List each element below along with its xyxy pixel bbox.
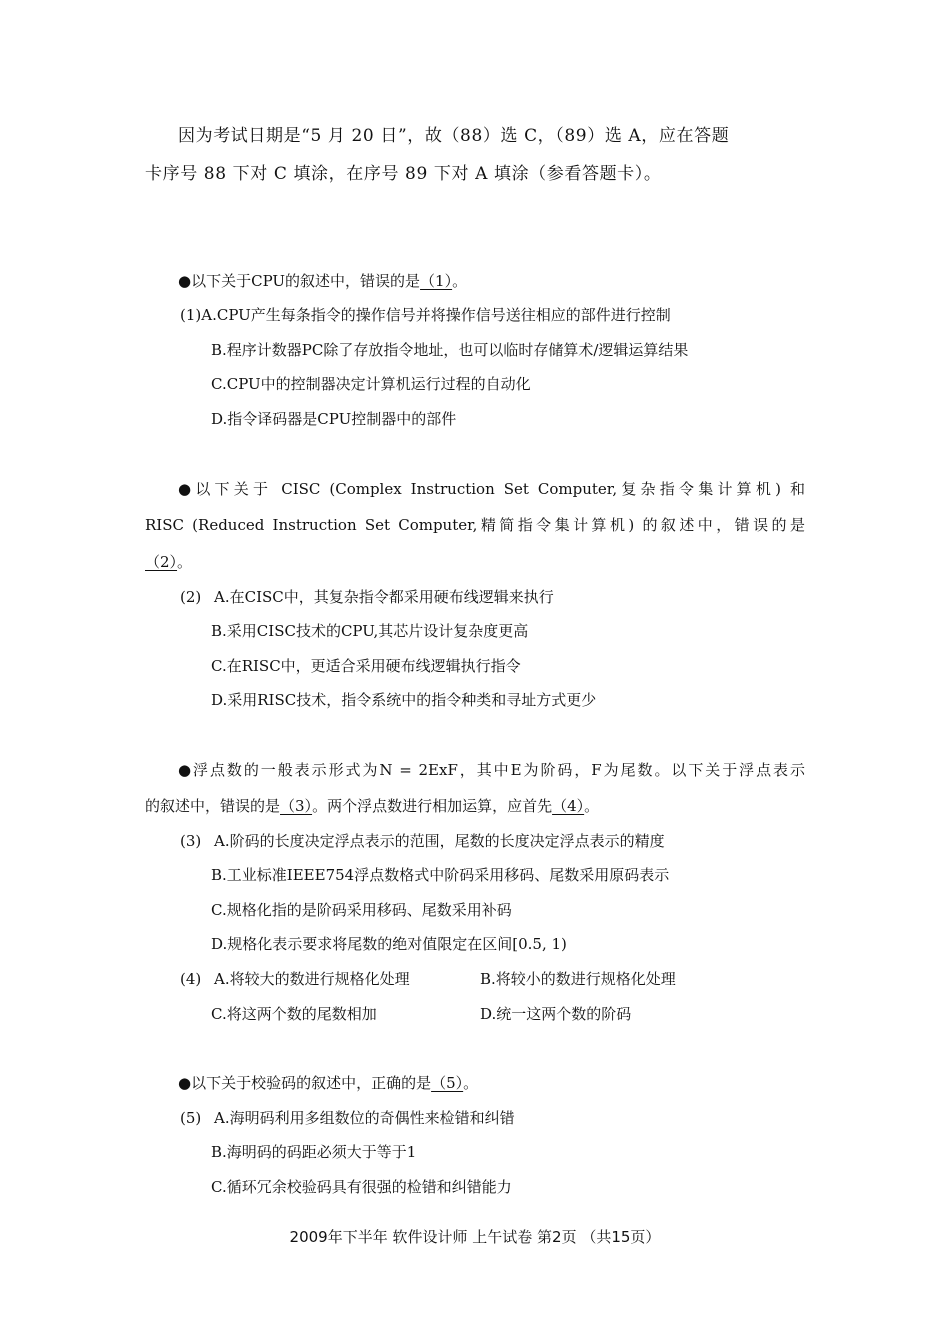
question-1-stem <box>178 271 467 291</box>
answer-blank-2: （2） <box>145 553 178 571</box>
option-row-5a <box>180 1108 515 1128</box>
option-b: B.采用CISC技术的CPU,其芯片设计复杂度更高 <box>211 622 529 640</box>
option-b: B.将较小的数进行规格化处理 <box>480 970 676 988</box>
option-c: C.CPU中的控制器决定计算机运行过程的自动化 <box>211 375 531 393</box>
option-b: B.海明码的码距必须大于等于1 <box>211 1143 417 1161</box>
option-row-4a <box>180 969 410 989</box>
option-d: D.规格化表示要求将尾数的绝对值限定在区间[0.5, 1) <box>211 935 567 953</box>
answer-blank-3: （3） <box>280 797 313 815</box>
stem-text: ●以下关于校验码的叙述中，正确的是 <box>178 1074 432 1092</box>
question-label: (1) <box>180 306 202 324</box>
option-row-3a <box>180 831 665 851</box>
question-label: (4) <box>180 970 202 988</box>
question-2-stem-line-1: ●以下关于 CISC (Complex Instruction Set Computer,复杂指令集计算机) 和 <box>178 480 805 498</box>
option-a: A.在CISC中，其复杂指令都采用硬布线逻辑来执行 <box>214 588 554 606</box>
intro-line-2: 卡序号 88 下对 C 填涂，在序号 89 下对 A 填涂（参看答题卡）。 <box>145 164 662 184</box>
answer-blank-4: （4） <box>552 797 585 815</box>
question-label: (3) <box>180 832 202 850</box>
question-3-stem-line-2 <box>145 796 599 816</box>
question-3-stem-line-1: ●浮点数的一般表示形式为N = 2ExF，其中E为阶码，F为尾数。以下关于浮点表示 <box>178 761 805 779</box>
option-c: C.在RISC中，更适合采用硬布线逻辑执行指令 <box>211 657 521 675</box>
stem-text: 的叙述中，错误的是 <box>145 797 281 815</box>
option-b: B.工业标准IEEE754浮点数格式中阶码采用移码、尾数采用原码表示 <box>211 866 670 884</box>
stem-text: 。两个浮点数进行相加运算，应首先 <box>312 797 553 815</box>
option-c: C.循环冗余校验码具有很强的检错和纠错能力 <box>211 1178 512 1196</box>
question-2-stem-line-3 <box>145 552 192 572</box>
question-label: (5) <box>180 1109 202 1127</box>
option-c: C.规格化指的是阶码采用移码、尾数采用补码 <box>211 901 512 919</box>
answer-blank-1: （1） <box>420 272 453 290</box>
option-a: A.海明码利用多组数位的奇偶性来检错和纠错 <box>214 1109 515 1127</box>
option-a: A.阶码的长度决定浮点表示的范围，尾数的长度决定浮点表示的精度 <box>214 832 665 850</box>
option-a: A.CPU产生每条指令的操作信号并将操作信号送往相应的部件进行控制 <box>201 306 671 324</box>
question-label: (2) <box>180 588 202 606</box>
stem-end: 。 <box>584 797 600 815</box>
stem-end: 。 <box>463 1074 479 1092</box>
question-5-stem <box>178 1073 478 1093</box>
option-d: D.统一这两个数的阶码 <box>480 1005 632 1023</box>
answer-blank-5: （5） <box>431 1074 464 1092</box>
option-d: D.采用RISC技术，指令系统中的指令种类和寻址方式更少 <box>211 691 597 709</box>
stem-end: 。 <box>452 272 468 290</box>
option-row-2a <box>180 587 554 607</box>
stem-text: ●以下关于CPU的叙述中，错误的是 <box>178 272 421 290</box>
option-b: B.程序计数器PC除了存放指令地址，也可以临时存储算术/逻辑运算结果 <box>211 341 689 359</box>
option-a: A.将较大的数进行规格化处理 <box>214 970 410 988</box>
stem-end: 。 <box>177 553 193 571</box>
option-d: D.指令译码器是CPU控制器中的部件 <box>211 410 457 428</box>
question-2-stem-line-2: RISC (Reduced Instruction Set Computer,精简指令集计算机) 的叙述中，错误的是 <box>145 516 805 534</box>
page-footer: 2009年下半年 软件设计师 上午试卷 第2页 （共15页） <box>289 1228 661 1246</box>
option-c: C.将这两个数的尾数相加 <box>211 1005 377 1023</box>
intro-line-1: 因为考试日期是“5 月 20 日”，故（88）选 C，（89）选 A，应在答题 <box>178 126 730 146</box>
option-row-1a <box>180 305 671 325</box>
